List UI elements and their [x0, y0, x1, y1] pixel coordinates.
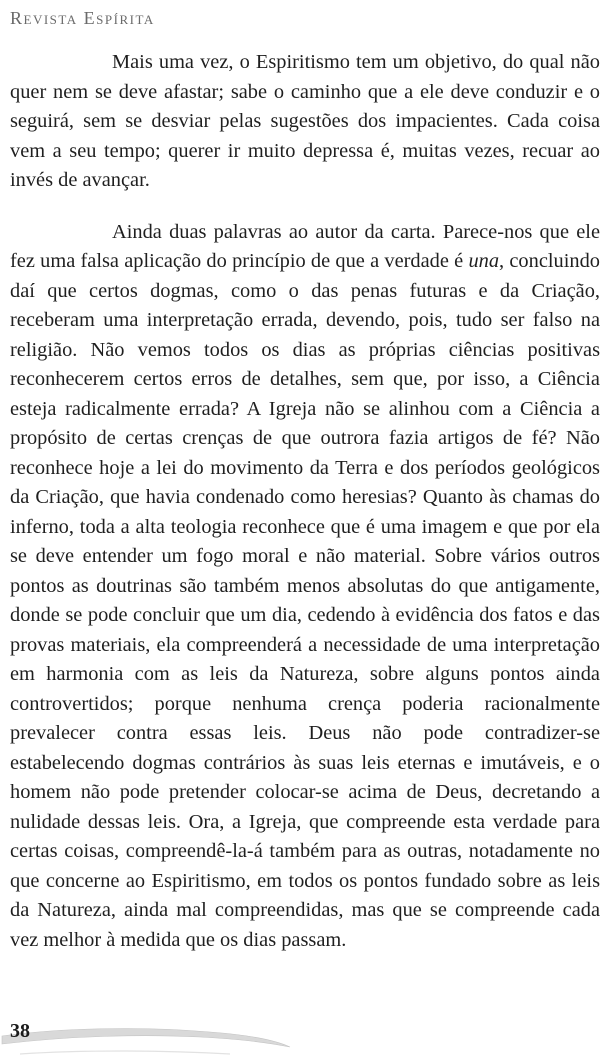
paragraph-2 — [10, 218, 600, 956]
decorative-swash-icon — [0, 1014, 320, 1059]
page-body — [10, 48, 600, 955]
running-head: Revista Espírita — [10, 8, 155, 28]
page-number: 38 — [10, 1020, 30, 1042]
paragraph-2-text-end: , concluindo daí que certos dogmas, como o das penas futuras e da Criação, receberam uma interpretação errada, devendo, pois, tudo ser falso na religião. Não vemos todos os dias as próprias ciências positivas reconhecerem certos erros de detalhes, sem que, por isso, a Ciência esteja radicalmente errada? A Igreja não se alinhou com a Ciência a propósito de certas crenças de que outrora fazia artigos de fé? Não reconhece hoje a lei do movimento da Terra e dos períodos geológicos da Criação, que havia condenado como heresias? Quanto às chamas do inferno, toda a alta teologia reconhece que é uma imagem e que por ela se deve entender um fogo moral e não material. Sobre vários outros pontos as doutrinas são também menos absolutas do que antigamente, donde se pode concluir que um dia, cedendo à evidência dos fatos e das provas materiais, ela compreenderá a necessidade de uma interpretação em harmonia com as leis da Natureza, sobre alguns pontos ainda controvertidos; porque nenhuma crença poderia racionalmente prevalecer contra essas leis. Deus não pode contradizer-se estabelecendo dogmas contrários às suas leis eternas e imutáveis, e o homem não pode pretender colocar-se acima de Deus, decretando a nulidade dessas leis. Ora, a Igreja, que compreende esta verdade para certas coisas, compreendê-la-á também para as outras, notadamente no que concerne ao Espiritismo, em todos os pontos fundado sobre as leis da Natureza, ainda mal compreendidas, mas que se compreende cada vez melhor à medida que os dias passam. — [10, 250, 600, 951]
paragraph-1: Mais uma vez, o Espiritismo tem um objetivo, do qual não quer nem se deve afastar; sabe o caminho que a ele deve conduzir e o seguirá, sem se desviar pelas sugestões dos impacientes. Cada coisa vem a seu tempo; querer ir muito depressa é, muitas vezes, recuar ao invés de avançar. — [10, 51, 600, 191]
italic-word: una — [468, 250, 500, 272]
paragraph-2-text-start: Ainda duas palavras ao autor da carta. Parece-nos que ele fez uma falsa aplicação do princípio de que a verdade é — [10, 220, 600, 272]
